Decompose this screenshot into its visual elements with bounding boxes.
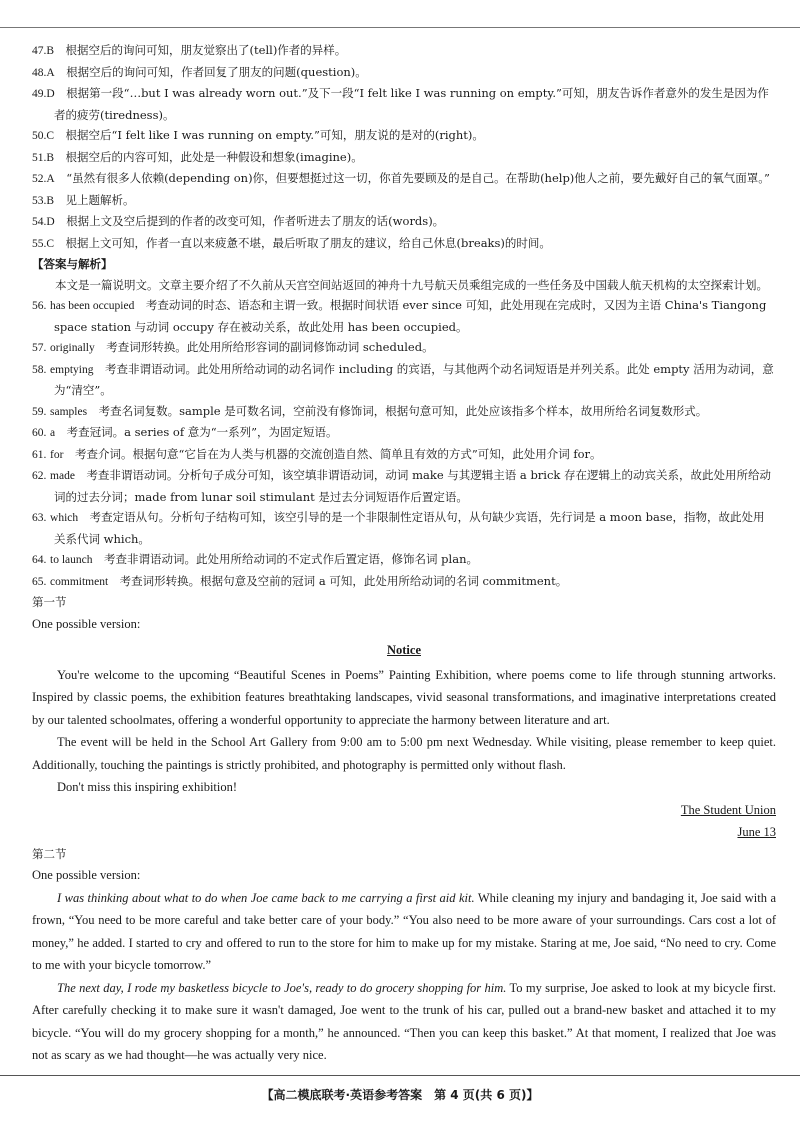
item-number: 51. [32,151,47,164]
item-answer: for [50,448,64,461]
story-paragraph [32,887,776,977]
item-number: 53. [32,194,47,207]
notice-essay [32,639,776,844]
answer-item [32,211,776,233]
answer-item [32,337,776,359]
item-number: 50. [32,130,47,142]
item-explanation: 考查名词复数。sample 是可数名词，空前没有修饰词，根据句意可知，此处应该指多个样本，故用所给名词复数形式。 [98,403,708,418]
item-answer: A [46,66,55,79]
answer-item [32,422,776,444]
item-explanation: 根据第一段“…but I was already worn out.”及下一段“I felt like I was running on empty.”可知，朋友告诉作者意外的发生是因为作者的疲劳(tiredness)。 [54,86,769,122]
answer-item [32,233,776,255]
answer-item [32,359,776,401]
item-explanation: 根据空后的询问可知，作者回复了朋友的问题(question)。 [66,64,367,79]
item-answer: a [50,427,56,439]
answer-item [32,295,776,337]
item-answer: B [46,45,55,57]
given-opening-sentence: The next day, I rode my basketless bicycle to Joe's, ready to do grocery shopping for him. [57,980,507,995]
item-number: 65. [32,575,47,588]
notice-title: Notice [386,643,421,657]
item-answer: samples [50,405,88,418]
item-answer: A [46,173,55,185]
answer-item [32,549,776,571]
item-answer: B [46,194,55,207]
notice-paragraph: You're welcome to the upcoming “Beautiful Scenes in Poems” Painting Exhibition, where poems come to life through stunning artworks. Inspired by classic poems, the exhibition features breathtaking landscapes, vivid seasonal transformations, and imaginative interpretations created by our talented schoolmates, offering a wonderful opportunity to appreciate the harmony between literature and art. [32,667,776,727]
item-number: 58. [32,363,47,376]
answer-item [32,507,776,549]
item-explanation: 根据上文及空后提到的作者的改变可知，作者听进去了朋友的话(words)。 [66,214,445,228]
section-1-heading: 第一节 [32,595,67,609]
answers-47-55 [32,40,776,254]
item-answer: has been occupied [50,300,135,312]
answer-item [32,571,776,593]
item-number: 63. [32,512,47,524]
item-explanation: 考查动词的时态、语态和主谓一致。根据时间状语 ever since 可知，此处用现在完成时，又因为主语 China's Tiangong space station 与动词 occupy 存在被动关系，故此处用 has been occupied。 [54,298,767,334]
answer-item [32,190,776,212]
answers-56-65 [32,295,776,592]
top-rule [0,27,800,28]
passage-summary: 本文是一篇说明文。文章主要介绍了不久前从天宫空间站返回的神舟十九号航天员乘组完成的一些任务及中国载人航天机构的太空探索计划。 [55,277,768,292]
item-number: 64. [32,554,47,566]
answer-item [32,401,776,423]
item-answer: originally [50,342,95,354]
item-explanation: 考查非谓语动词。此处用所给动词的动名词作 including 的宾语，与其他两个动名词短语是并列关系。此处 empty 活用为动词，意为“清空”。 [54,361,774,397]
answer-analysis-heading: 【答案与解析】 [32,257,113,271]
item-explanation: 见上题解析。 [65,192,135,207]
item-number: 48. [32,66,47,79]
story-paragraph [32,977,776,1067]
answer-item [32,62,776,84]
item-answer: which [50,512,79,524]
footer-rule [0,1075,800,1076]
notice-date: June 13 [737,825,776,839]
item-answer: to launch [50,554,93,566]
notice-paragraph: The event will be held in the School Art Gallery from 9:00 am to 5:00 pm next Wednesday. While visiting, please remember to keep quiet. Additionally, touching the paintings is strictly prohibited, and photography is permitted only without flash. [32,735,776,772]
item-explanation: 考查词形转换。此处用所给形容词的副词修饰动词 scheduled。 [106,340,434,354]
notice-paragraph: Don't miss this inspiring exhibition! [57,780,238,794]
answer-item [32,40,776,62]
item-answer: C [46,130,55,142]
answer-item [32,83,776,125]
item-explanation: 考查词形转换。根据句意及空前的冠词 a 可知，此处用所给动词的名词 commitment。 [119,573,568,588]
item-explanation: 考查介词。根据句意“它旨在为人类与机器的交流创造自然、简单且有效的方式”可知，此处用介词 for。 [74,446,602,461]
item-explanation: 根据空后“I felt like I was running on empty.”可知，朋友说的是对的(right)。 [65,128,484,142]
item-explanation: 考查非谓语动词。分析句子成分可知，该空填非谓语动词，动词 make 与其逻辑主语 a brick 存在逻辑上的动宾关系，故此处用所给动词的过去分词；made from lunar soil stimulant 是过去分词短语作后置定语。 [54,468,772,504]
item-number: 59. [32,405,47,418]
answer-item [32,125,776,147]
possible-version-label: One possible version: [32,616,141,631]
answer-page [32,40,776,1067]
item-explanation: 根据空后的内容可知，此处是一种假设和想象(imagine)。 [65,149,363,164]
item-explanation: 考查非谓语动词。此处用所给动词的不定式作后置定语，修饰名词 plan。 [104,552,478,566]
item-answer: B [46,151,55,164]
item-number: 60. [32,427,47,439]
story-text: While cleaning my injury and bandaging it, Joe said with a frown, “You need to be more careful and take better care of your body.” “You also need to be more aware of your surroundings. Cars cost a lot of money,” he added. I started to cry and offered to run to the store for him to make up for my mistake. Staring at me, Joe said, “No need to cry. Come to me with your bicycle tomorrow.” [32,890,776,972]
page-footer: 【高二模底联考·英语参考答案 第 4 页(共 6 页)】 [261,1088,539,1102]
item-number: 54. [32,216,47,228]
item-explanation: 考查定语从句。分析句子结构可知，该空引导的是一个非限制性定语从句，从句缺少宾语，先行词是 a moon base，指物，故此处用关系代词 which。 [54,510,765,546]
item-number: 49. [32,88,47,100]
continuation-essay [32,887,776,1067]
item-number: 47. [32,45,47,57]
section-2-heading: 第二节 [32,846,67,861]
item-number: 55. [32,237,47,250]
item-explanation: 根据上文可知，作者一直以来疲惫不堪，最后听取了朋友的建议，给自己休息(breaks)的时间。 [65,235,551,250]
possible-version-label: One possible version: [32,868,141,882]
item-explanation: 考查冠词。a series of 意为“一系列”，为固定短语。 [66,425,338,439]
item-number: 61. [32,448,47,461]
item-answer: D [46,216,55,228]
answer-item [32,465,776,507]
item-answer: D [46,88,55,100]
answer-item [32,147,776,169]
item-answer: made [50,470,75,482]
item-explanation: “虽然有很多人依赖(depending on)你，但要想挺过这一切，你首先要顾及的是自己。在帮助(help)他人之前，要先戴好自己的氧气面罩。” [66,171,770,185]
item-answer: C [46,237,55,250]
answer-item [32,444,776,466]
item-number: 62. [32,470,47,482]
given-opening-sentence: I was thinking about what to do when Joe came back to me carrying a first aid kit. [57,890,475,905]
notice-signature: The Student Union [680,802,776,817]
item-number: 56. [32,300,47,312]
story-text: To my surprise, Joe asked to look at my bicycle first. After carefully checking it to make sure it wasn't damaged, Joe went to the trunk of his car, pulled out a brand-new basket and attached it to my bicycle. “You will do my grocery shopping for a month,” he announced. “Then you can keep this basket.” At that moment, I realized that Joe was not as scary as we had thought—he was actually very nice. [32,980,776,1062]
item-answer: emptying [50,363,94,376]
item-number: 52. [32,173,47,185]
item-number: 57. [32,342,47,354]
item-explanation: 根据空后的询问可知，朋友觉察出了(tell)作者的异样。 [65,43,347,57]
answer-item [32,168,776,190]
item-answer: commitment [50,575,109,588]
